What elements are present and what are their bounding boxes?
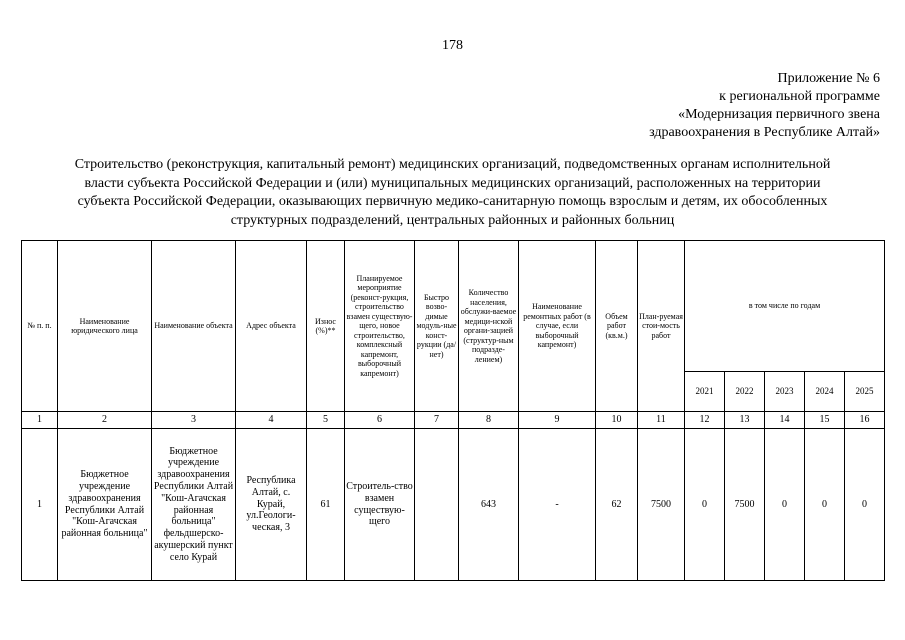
header-planned-measure: Планируемое мероприятие (реконст-рукция, строительство взамен существую-щего, новое строительство, комплексный капремонт, выборочный капремонт) <box>345 241 415 412</box>
cell-volume: 62 <box>596 429 638 581</box>
cell-repair-works: - <box>519 429 596 581</box>
column-number: 1 <box>22 412 58 429</box>
cell-wear: 61 <box>307 429 345 581</box>
column-number: 6 <box>345 412 415 429</box>
cell-legal-entity: Бюджетное учреждение здравоохранения Республики Алтай "Кош-Агачская районная больница" <box>58 429 152 581</box>
appendix-line: здравоохранения в Республике Алтай» <box>649 125 880 140</box>
cell-quick-build <box>415 429 459 581</box>
column-number: 15 <box>805 412 845 429</box>
cell-num: 1 <box>22 429 58 581</box>
cell-planned-measure: Строитель-ство взамен существую-щего <box>345 429 415 581</box>
header-year: 2024 <box>805 372 845 412</box>
appendix-line: к региональной программе <box>719 89 880 104</box>
header-object-name: Наименование объекта <box>152 241 236 412</box>
appendix-line: «Модернизация первичного звена <box>678 107 880 122</box>
cell-address: Республика Алтай, с. Курай, ул.Геологи-ческая, 3 <box>236 429 307 581</box>
cell-planned-cost: 7500 <box>638 429 685 581</box>
construction-table <box>21 240 885 581</box>
header-wear: Износ (%)** <box>307 241 345 412</box>
title-line: структурных подразделений, центральных районных и районных больниц <box>230 212 675 228</box>
page-number: 178 <box>442 38 463 53</box>
column-number: 5 <box>307 412 345 429</box>
column-number: 16 <box>845 412 885 429</box>
cell-year-2025: 0 <box>845 429 885 581</box>
header-legal-entity: Наименование юридического лица <box>58 241 152 412</box>
column-number: 3 <box>152 412 236 429</box>
column-number: 10 <box>596 412 638 429</box>
column-number: 13 <box>725 412 765 429</box>
column-number: 7 <box>415 412 459 429</box>
header-year: 2023 <box>765 372 805 412</box>
header-year: 2025 <box>845 372 885 412</box>
header-row <box>22 241 885 372</box>
column-number: 14 <box>765 412 805 429</box>
cell-population: 643 <box>459 429 519 581</box>
column-number: 9 <box>519 412 596 429</box>
column-number: 11 <box>638 412 685 429</box>
header-repair-works: Наименование ремонтных работ (в случае, если выборочный капремонт) <box>519 241 596 412</box>
title-line: Строительство (реконструкция, капитальный ремонт) медицинских организаций, подведомственных органам исполнительной <box>74 157 831 172</box>
header-address: Адрес объекта <box>236 241 307 412</box>
header-quick-build: Быстро возво-димые модуль-ные конст-рукции (да/нет) <box>415 241 459 412</box>
header-year: 2021 <box>685 372 725 412</box>
document-title <box>30 156 875 230</box>
column-number: 12 <box>685 412 725 429</box>
column-number: 2 <box>58 412 152 429</box>
appendix-block <box>460 70 880 142</box>
header-population: Количество населения, обслужи-ваемое медици-нской органи-зацией (структур-ным подразде-лением) <box>459 241 519 412</box>
header-num: № п. п. <box>22 241 58 412</box>
header-planned-cost: План-руемая стои-мость работ <box>638 241 685 412</box>
appendix-line: Приложение № 6 <box>777 71 880 86</box>
cell-object-name: Бюджетное учреждение здравоохранения Республики Алтай "Кош-Агачская районная больница" фельдшерско-акушерский пункт село Курай <box>152 429 236 581</box>
cell-year-2023: 0 <box>765 429 805 581</box>
header-volume: Объем работ (кв.м.) <box>596 241 638 412</box>
cell-year-2022: 7500 <box>725 429 765 581</box>
column-number: 8 <box>459 412 519 429</box>
column-number: 4 <box>236 412 307 429</box>
title-line: субъекта Российской Федерации, оказывающих первичную медико-санитарную помощь взрослым и детям, их обособленных <box>77 194 828 209</box>
column-number-row <box>22 412 885 429</box>
cell-year-2021: 0 <box>685 429 725 581</box>
title-line: власти субъекта Российской Федерации и (или) муниципальных медицинских организаций, расположенных на территории <box>84 175 821 191</box>
cell-year-2024: 0 <box>805 429 845 581</box>
table-row <box>22 429 885 581</box>
header-year: 2022 <box>725 372 765 412</box>
header-by-years: в том числе по годам <box>685 241 885 372</box>
